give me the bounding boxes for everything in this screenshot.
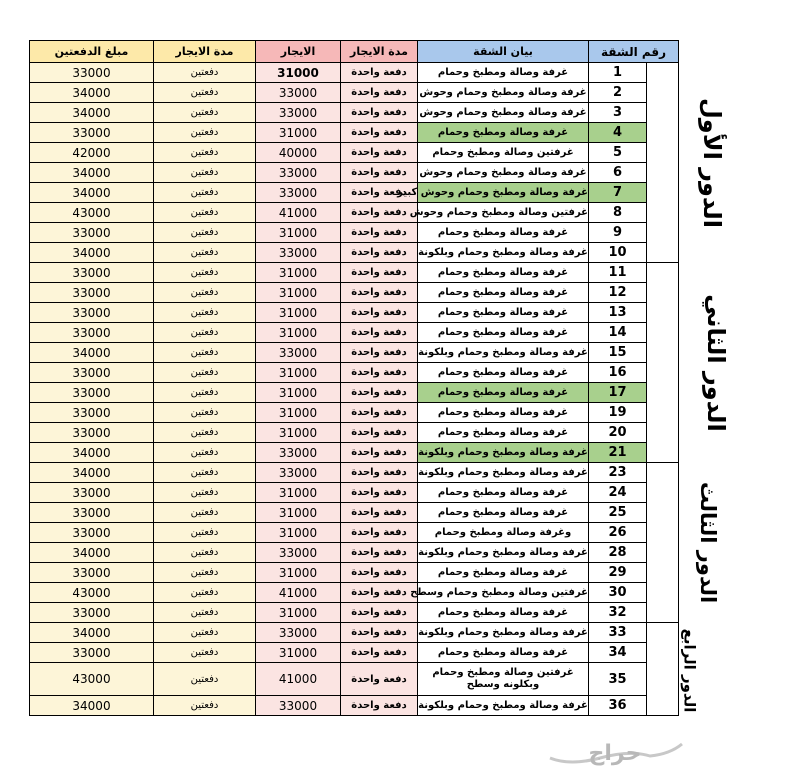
duration-single-cell: دفعة واحدة: [341, 303, 418, 323]
description-cell: غرفتين وصالة ومطبخ وحمام وحوش: [418, 203, 589, 223]
table-row: [30, 363, 679, 383]
apartment-number-cell: 9: [589, 223, 647, 243]
header-rent: الايجار: [256, 41, 341, 63]
apartment-number-cell: 29: [589, 563, 647, 583]
apartment-number-cell: 20: [589, 423, 647, 443]
rent-cell: 33000: [256, 696, 341, 716]
duration-installments-cell: دفعتين: [154, 443, 256, 463]
amount-cell: 33000: [30, 563, 154, 583]
rent-cell: 33000: [256, 83, 341, 103]
floor-label-cell: [647, 623, 699, 716]
description-cell: غرفة وصالة ومطبخ وحمام: [418, 423, 589, 443]
table-row: [30, 183, 679, 203]
duration-installments-cell: دفعتين: [154, 583, 256, 603]
header-number: رقم الشقة: [589, 41, 679, 63]
duration-single-cell: دفعة واحدة: [341, 563, 418, 583]
duration-single-cell: دفعة واحدة: [341, 183, 418, 203]
duration-installments-cell: دفعتين: [154, 83, 256, 103]
description-cell: غرفة وصالة ومطبخ وحمام: [418, 363, 589, 383]
duration-single-cell: دفعة واحدة: [341, 483, 418, 503]
duration-single-cell: دفعة واحدة: [341, 163, 418, 183]
duration-installments-cell: دفعتين: [154, 463, 256, 483]
amount-cell: 33000: [30, 383, 154, 403]
rent-cell: 33000: [256, 623, 341, 643]
duration-single-cell: دفعة واحدة: [341, 223, 418, 243]
description-cell: غرفة وصالة ومطبخ وحمام وبلكونة: [418, 623, 589, 643]
description-cell: غرفة وصالة ومطبخ وحمام: [418, 223, 589, 243]
apartment-number-cell: 5: [589, 143, 647, 163]
duration-single-cell: دفعة واحدة: [341, 423, 418, 443]
duration-single-cell: دفعة واحدة: [341, 583, 418, 603]
apartment-number-cell: 30: [589, 583, 647, 603]
description-cell: غرفة وصالة ومطبخ وحمام وبلكونة: [418, 443, 589, 463]
rent-cell: 33000: [256, 103, 341, 123]
amount-cell: 34000: [30, 343, 154, 363]
duration-installments-cell: دفعتين: [154, 303, 256, 323]
duration-installments-cell: دفعتين: [154, 183, 256, 203]
rent-cell: 33000: [256, 343, 341, 363]
description-cell: غرفة وصالة ومطبخ وحمام وبلكونة: [418, 243, 589, 263]
duration-installments-cell: دفعتين: [154, 643, 256, 663]
table-row: [30, 643, 679, 663]
table-row: [30, 223, 679, 243]
rent-cell: 41000: [256, 583, 341, 603]
rent-cell: 31000: [256, 223, 341, 243]
apartment-number-cell: 12: [589, 283, 647, 303]
apartment-number-cell: 28: [589, 543, 647, 563]
table-row: [30, 103, 679, 123]
duration-single-cell: دفعة واحدة: [341, 243, 418, 263]
duration-installments-cell: دفعتين: [154, 543, 256, 563]
apartment-number-cell: 1: [589, 63, 647, 83]
duration-installments-cell: دفعتين: [154, 663, 256, 696]
apartment-number-cell: 2: [589, 83, 647, 103]
apartment-number-cell: 3: [589, 103, 647, 123]
table-row: [30, 303, 679, 323]
amount-cell: 33000: [30, 223, 154, 243]
table-row: [30, 663, 679, 696]
rent-cell: 31000: [256, 363, 341, 383]
header-description: بيان الشقة: [418, 41, 589, 63]
duration-single-cell: دفعة واحدة: [341, 523, 418, 543]
duration-single-cell: دفعة واحدة: [341, 203, 418, 223]
duration-single-cell: دفعة واحدة: [341, 443, 418, 463]
duration-single-cell: دفعة واحدة: [341, 263, 418, 283]
rent-cell: 31000: [256, 283, 341, 303]
table-row: [30, 163, 679, 183]
duration-installments-cell: دفعتين: [154, 623, 256, 643]
description-cell: غرفة وصالة ومطبخ وحمام: [418, 503, 589, 523]
duration-single-cell: دفعة واحدة: [341, 83, 418, 103]
duration-installments-cell: دفعتين: [154, 123, 256, 143]
amount-cell: 34000: [30, 163, 154, 183]
rent-cell: 31000: [256, 503, 341, 523]
description-cell: غرفة وصالة ومطبخ وحمام وبلكونة: [418, 343, 589, 363]
duration-single-cell: دفعة واحدة: [341, 383, 418, 403]
amount-cell: 34000: [30, 183, 154, 203]
apartment-number-cell: 25: [589, 503, 647, 523]
table-row: [30, 83, 679, 103]
amount-cell: 34000: [30, 463, 154, 483]
amount-cell: 34000: [30, 243, 154, 263]
rent-cell: 31000: [256, 123, 341, 143]
rent-cell: 33000: [256, 243, 341, 263]
rent-cell: 31000: [256, 563, 341, 583]
table-row: [30, 323, 679, 343]
apartment-number-cell: 19: [589, 403, 647, 423]
duration-installments-cell: دفعتين: [154, 143, 256, 163]
amount-cell: 42000: [30, 143, 154, 163]
duration-single-cell: دفعة واحدة: [341, 696, 418, 716]
description-cell: غرفة وصالة ومطبخ وحمام: [418, 383, 589, 403]
rent-cell: 31000: [256, 323, 341, 343]
description-cell: غرفة وصالة ومطبخ وحمام وبلكونة: [418, 543, 589, 563]
apartment-number-cell: 17: [589, 383, 647, 403]
floor-label: الدور الثالث: [696, 481, 721, 604]
header-duration-installments: مدة الايجار: [154, 41, 256, 63]
description-cell: غرفة وصالة ومطبخ وحمام وحوش: [418, 103, 589, 123]
duration-installments-cell: دفعتين: [154, 203, 256, 223]
table-row: [30, 623, 679, 643]
description-cell: غرفة وصالة ومطبخ وحمام: [418, 303, 589, 323]
table-row: [30, 123, 679, 143]
table-body: [30, 63, 730, 716]
table-row: [30, 403, 679, 423]
amount-cell: 33000: [30, 523, 154, 543]
duration-single-cell: دفعة واحدة: [341, 663, 418, 696]
apartment-number-cell: 26: [589, 523, 647, 543]
table-row: [30, 443, 679, 463]
amount-cell: 34000: [30, 443, 154, 463]
rent-cell: 33000: [256, 463, 341, 483]
duration-single-cell: دفعة واحدة: [341, 503, 418, 523]
floor-label-cell: [647, 463, 721, 623]
amount-cell: 33000: [30, 123, 154, 143]
duration-installments-cell: دفعتين: [154, 423, 256, 443]
rent-cell: 31000: [256, 423, 341, 443]
apartment-number-cell: 10: [589, 243, 647, 263]
apartment-number-cell: 36: [589, 696, 647, 716]
rent-cell: 33000: [256, 543, 341, 563]
apartment-number-cell: 4: [589, 123, 647, 143]
amount-cell: 33000: [30, 323, 154, 343]
amount-cell: 34000: [30, 103, 154, 123]
table-row: [30, 483, 679, 503]
table-row: [30, 203, 679, 223]
rent-cell: 31000: [256, 603, 341, 623]
amount-cell: 33000: [30, 63, 154, 83]
floor-label: الدور الثاني: [701, 293, 730, 432]
description-cell: غرفة وصالة ومطبخ وحمام وحوش كبير: [418, 183, 589, 203]
description-cell: غرفة وصالة ومطبخ وحمام وحوش: [418, 163, 589, 183]
duration-installments-cell: دفعتين: [154, 383, 256, 403]
duration-single-cell: دفعة واحدة: [341, 103, 418, 123]
description-cell: غرفة وصالة ومطبخ وحمام: [418, 563, 589, 583]
description-cell: وغرفة وصالة ومطبخ وحمام: [418, 523, 589, 543]
description-cell: غرفة وصالة ومطبخ وحمام: [418, 483, 589, 503]
description-cell: غرفة وصالة ومطبخ وحمام: [418, 643, 589, 663]
description-cell: غرفتين وصالة ومطبخ وحمام وبكلونه وسطح: [418, 663, 589, 696]
rent-cell: 31000: [256, 523, 341, 543]
apartment-rent-sheet: [29, 40, 730, 714]
amount-cell: 33000: [30, 303, 154, 323]
apartment-number-cell: 6: [589, 163, 647, 183]
duration-installments-cell: دفعتين: [154, 283, 256, 303]
description-cell: غرفة وصالة ومطبخ وحمام: [418, 603, 589, 623]
duration-installments-cell: دفعتين: [154, 503, 256, 523]
duration-single-cell: دفعة واحدة: [341, 463, 418, 483]
description-cell: غرفة وصالة ومطبخ وحمام: [418, 283, 589, 303]
duration-single-cell: دفعة واحدة: [341, 603, 418, 623]
apartment-number-cell: 15: [589, 343, 647, 363]
description-cell: غرفتين وصالة ومطبخ وحمام: [418, 143, 589, 163]
haraj-watermark-logo: [540, 736, 690, 770]
duration-installments-cell: دفعتين: [154, 243, 256, 263]
floor-label-cell: [647, 63, 727, 263]
header-amount: مبلغ الدفعتين: [30, 41, 154, 63]
table-row: [30, 543, 679, 563]
apartment-number-cell: 21: [589, 443, 647, 463]
amount-cell: 34000: [30, 543, 154, 563]
rent-cell: 31000: [256, 303, 341, 323]
description-cell: غرفة وصالة ومطبخ وحمام: [418, 123, 589, 143]
amount-cell: 33000: [30, 603, 154, 623]
rent-cell: 31000: [256, 383, 341, 403]
rent-cell: 31000: [256, 643, 341, 663]
table-row: [30, 523, 679, 543]
rent-cell: 40000: [256, 143, 341, 163]
floor-label-cell: [647, 263, 730, 463]
table-row: [30, 343, 679, 363]
amount-cell: 33000: [30, 403, 154, 423]
amount-cell: 34000: [30, 623, 154, 643]
table-row: [30, 243, 679, 263]
duration-single-cell: دفعة واحدة: [341, 123, 418, 143]
table-row: [30, 603, 679, 623]
table-row: [30, 283, 679, 303]
apartment-table: [29, 40, 730, 716]
floor-label: الدور الرابع: [680, 628, 699, 712]
amount-cell: 33000: [30, 423, 154, 443]
apartment-number-cell: 33: [589, 623, 647, 643]
amount-cell: 43000: [30, 203, 154, 223]
apartment-number-cell: 35: [589, 663, 647, 696]
rent-cell: 33000: [256, 183, 341, 203]
duration-installments-cell: دفعتين: [154, 163, 256, 183]
description-cell: غرفة وصالة ومطبخ وحمام: [418, 263, 589, 283]
description-cell: غرفة وصالة ومطبخ وحمام وحوش: [418, 83, 589, 103]
floor-label: الدور الأول: [698, 97, 727, 228]
amount-cell: 33000: [30, 363, 154, 383]
table-row: [30, 143, 679, 163]
watermark-text: حراج: [588, 741, 642, 766]
duration-installments-cell: دفعتين: [154, 343, 256, 363]
description-cell: غرفة وصالة ومطبخ وحمام وبلكونة: [418, 696, 589, 716]
duration-single-cell: دفعة واحدة: [341, 403, 418, 423]
duration-installments-cell: دفعتين: [154, 103, 256, 123]
rent-cell: 31000: [256, 403, 341, 423]
table-row: [30, 503, 679, 523]
apartment-number-cell: 34: [589, 643, 647, 663]
rent-cell: 33000: [256, 443, 341, 463]
duration-single-cell: دفعة واحدة: [341, 63, 418, 83]
apartment-number-cell: 13: [589, 303, 647, 323]
apartment-number-cell: 23: [589, 463, 647, 483]
amount-cell: 34000: [30, 83, 154, 103]
table-row: [30, 423, 679, 443]
description-cell: غرفة وصالة ومطبخ وحمام وبلكونة: [418, 463, 589, 483]
amount-cell: 33000: [30, 643, 154, 663]
duration-installments-cell: دفعتين: [154, 403, 256, 423]
header-duration-single: مدة الايجار: [341, 41, 418, 63]
description-cell: غرفة وصالة ومطبخ وحمام: [418, 63, 589, 83]
header-row: [30, 41, 679, 63]
amount-cell: 43000: [30, 583, 154, 603]
amount-cell: 34000: [30, 696, 154, 716]
table-row: [30, 463, 679, 483]
duration-installments-cell: دفعتين: [154, 263, 256, 283]
duration-installments-cell: دفعتين: [154, 523, 256, 543]
amount-cell: 33000: [30, 283, 154, 303]
rent-cell: 41000: [256, 203, 341, 223]
duration-single-cell: دفعة واحدة: [341, 543, 418, 563]
duration-installments-cell: دفعتين: [154, 323, 256, 343]
duration-single-cell: دفعة واحدة: [341, 323, 418, 343]
table-row: [30, 63, 679, 83]
duration-installments-cell: دفعتين: [154, 603, 256, 623]
duration-installments-cell: دفعتين: [154, 223, 256, 243]
table-row: [30, 583, 679, 603]
rent-cell: 33000: [256, 163, 341, 183]
description-cell: غرفتين وصالة ومطبخ وحمام وسطح: [418, 583, 589, 603]
duration-installments-cell: دفعتين: [154, 563, 256, 583]
amount-cell: 43000: [30, 663, 154, 696]
duration-single-cell: دفعة واحدة: [341, 283, 418, 303]
apartment-number-cell: 7: [589, 183, 647, 203]
apartment-number-cell: 24: [589, 483, 647, 503]
apartment-number-cell: 32: [589, 603, 647, 623]
duration-single-cell: دفعة واحدة: [341, 363, 418, 383]
apartment-number-cell: 11: [589, 263, 647, 283]
duration-single-cell: دفعة واحدة: [341, 343, 418, 363]
duration-single-cell: دفعة واحدة: [341, 143, 418, 163]
duration-installments-cell: دفعتين: [154, 363, 256, 383]
table-row: [30, 696, 679, 716]
rent-cell: 41000: [256, 663, 341, 696]
rent-cell: 31000: [256, 483, 341, 503]
duration-single-cell: دفعة واحدة: [341, 623, 418, 643]
table-row: [30, 383, 679, 403]
duration-installments-cell: دفعتين: [154, 483, 256, 503]
duration-installments-cell: دفعتين: [154, 63, 256, 83]
apartment-number-cell: 16: [589, 363, 647, 383]
amount-cell: 33000: [30, 263, 154, 283]
amount-cell: 33000: [30, 503, 154, 523]
description-cell: غرفة وصالة ومطبخ وحمام: [418, 323, 589, 343]
amount-cell: 33000: [30, 483, 154, 503]
apartment-number-cell: 14: [589, 323, 647, 343]
duration-single-cell: دفعة واحدة: [341, 643, 418, 663]
table-row: [30, 563, 679, 583]
table-row: [30, 263, 679, 283]
rent-cell: 31000: [256, 263, 341, 283]
apartment-number-cell: 8: [589, 203, 647, 223]
duration-installments-cell: دفعتين: [154, 696, 256, 716]
rent-cell: 31000: [256, 63, 341, 83]
description-cell: غرفة وصالة ومطبخ وحمام: [418, 403, 589, 423]
